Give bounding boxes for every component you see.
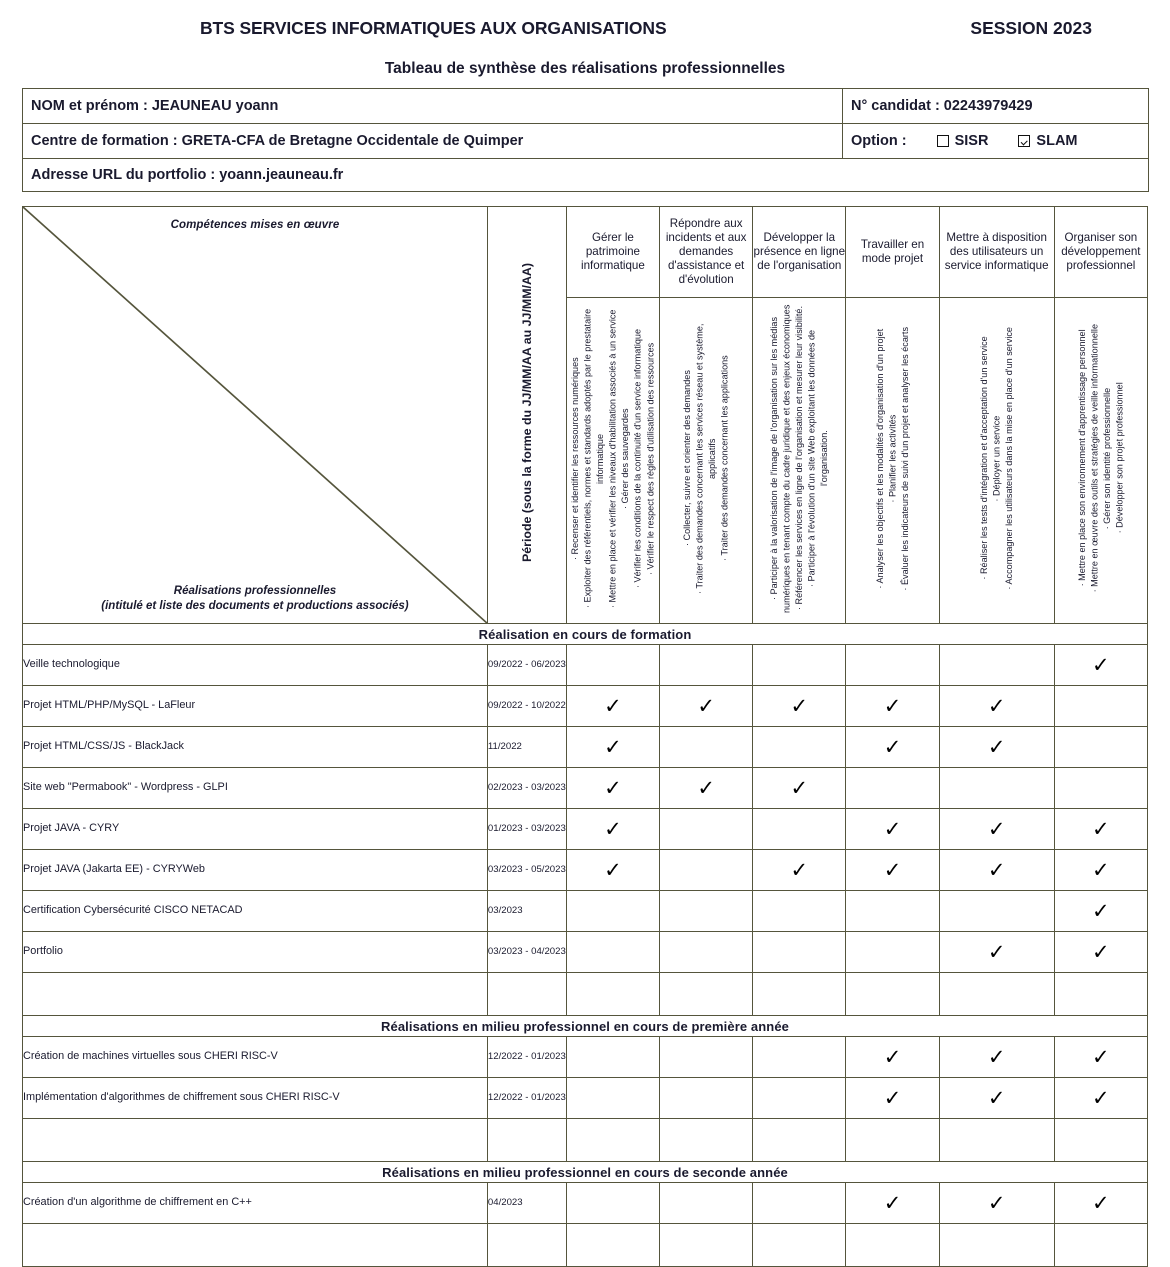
check-mark-icon: ✓ <box>604 694 622 718</box>
competency-cell-5[interactable] <box>1054 809 1147 850</box>
check-mark-icon: ✓ <box>987 735 1006 759</box>
competency-cell-5[interactable] <box>1054 973 1147 1016</box>
competency-cell-5[interactable] <box>1054 645 1147 686</box>
realisation-period <box>487 1224 566 1267</box>
realisation-title: Implémentation d'algorithmes de chiffrement sous CHERI RISC-V <box>23 1078 488 1119</box>
check-mark-icon: ✓ <box>1092 1045 1110 1069</box>
realisations-legend <box>23 584 487 613</box>
check-mark-icon: ✓ <box>604 735 622 759</box>
check-mark-icon: ✓ <box>883 1045 902 1069</box>
option-cell <box>843 124 1149 159</box>
competency-cell-2[interactable] <box>753 727 846 768</box>
competency-bullet: · Évaluer les indicateurs de suivi d'un projet et analyser les écarts <box>899 326 910 591</box>
competency-cell-3[interactable] <box>846 850 939 891</box>
competency-cell-1[interactable] <box>660 932 753 973</box>
competency-cell-0[interactable] <box>566 1078 659 1119</box>
competency-cell-0[interactable] <box>566 809 659 850</box>
competency-cell-4[interactable] <box>939 686 1054 727</box>
competency-bullet: · Traiter des demandes concernant les applications <box>719 355 730 562</box>
competency-cell-3[interactable] <box>846 1037 939 1078</box>
table-row <box>23 932 1148 973</box>
competency-cell-5[interactable] <box>1054 850 1147 891</box>
realisation-period: 12/2022 - 01/2023 <box>487 1037 566 1078</box>
competency-cell-0[interactable] <box>566 850 659 891</box>
competency-cell-4[interactable] <box>939 850 1054 891</box>
check-mark-icon: ✓ <box>1092 817 1110 841</box>
competency-bullets-0 <box>566 298 659 624</box>
realisations-legend-line2: (intitulé et liste des documents et productions associés) <box>101 599 409 612</box>
section-band-row <box>23 1016 1148 1037</box>
competency-cell-1[interactable] <box>660 973 753 1016</box>
competency-cell-3[interactable] <box>846 973 939 1016</box>
table-row <box>23 727 1148 768</box>
competency-cell-1[interactable] <box>660 850 753 891</box>
corner-legend-cell <box>23 207 488 624</box>
realisation-period <box>487 973 566 1016</box>
realisation-title: Création de machines virtuelles sous CHERI RISC-V <box>23 1037 488 1078</box>
competency-cell-4[interactable] <box>939 809 1054 850</box>
competency-cell-1[interactable] <box>660 686 753 727</box>
synthesis-table <box>22 206 1148 1267</box>
competency-cell-5[interactable] <box>1054 1119 1147 1162</box>
competency-bullets-1 <box>660 298 753 624</box>
competency-cell-4[interactable] <box>939 1037 1054 1078</box>
check-mark-icon: ✓ <box>883 694 902 718</box>
check-mark-icon: ✓ <box>883 735 902 759</box>
identity-row-url <box>23 159 1149 192</box>
competency-bullet: · Mettre en place son environnement d'apprentissage personnel <box>1076 329 1087 588</box>
competency-header-1: Répondre aux incidents et aux demandes d'assistance et d'évolution <box>660 207 753 298</box>
realisation-title: Projet JAVA - CYRY <box>23 809 488 850</box>
competency-cell-1[interactable] <box>660 809 753 850</box>
realisations-legend-line1: Réalisations professionnelles <box>173 585 337 598</box>
competency-header-0: Gérer le patrimoine informatique <box>566 207 659 298</box>
identity-row-center <box>23 124 1149 159</box>
check-mark-icon: ✓ <box>1092 899 1110 923</box>
check-mark-icon: ✓ <box>790 776 809 800</box>
table-row <box>23 850 1148 891</box>
realisation-period: 03/2023 - 04/2023 <box>487 932 566 973</box>
realisation-title <box>23 1119 488 1162</box>
check-mark-icon: ✓ <box>883 858 902 882</box>
checkbox-slam-icon[interactable] <box>1018 135 1030 147</box>
document-header <box>0 18 1170 39</box>
check-mark-icon: ✓ <box>987 1191 1006 1215</box>
competency-cell-4[interactable] <box>939 768 1054 809</box>
training-center-cell: Centre de formation : GRETA-CFA de Bretagne Occidentale de Quimper <box>23 124 843 159</box>
check-mark-icon: ✓ <box>1092 858 1110 882</box>
document-subtitle: Tableau de synthèse des réalisations professionnelles <box>384 60 786 77</box>
competency-cell-5[interactable] <box>1054 1183 1147 1224</box>
option-slam[interactable] <box>1018 133 1077 149</box>
realisation-title <box>23 1224 488 1267</box>
section-band-label: Réalisation en cours de formation <box>23 624 1148 645</box>
check-mark-icon: ✓ <box>604 817 622 841</box>
competency-bullet: · Mettre en œuvre des outils et stratégies de veille informationnelle <box>1089 324 1100 593</box>
competency-bullet: · Collecter, suivre et orienter des demandes <box>682 370 693 547</box>
competency-bullet: · Participer à la valorisation de l'image de l'organisation sur les médias numériques en tenant compte du cadre juridique et des enjeux économiques <box>768 304 792 613</box>
competency-cell-2[interactable] <box>753 809 846 850</box>
page-title: BTS SERVICES INFORMATIQUES AUX ORGANISATIONS <box>200 18 667 38</box>
option-slam-label: SLAM <box>1036 133 1078 149</box>
table-row <box>23 1037 1148 1078</box>
table-row <box>23 1078 1148 1119</box>
competency-header-4: Mettre à disposition des utilisateurs un service informatique <box>939 207 1054 298</box>
realisation-period: 01/2023 - 03/2023 <box>487 809 566 850</box>
realisation-title: Création d'un algorithme de chiffrement en C++ <box>23 1183 488 1224</box>
table-row <box>23 768 1148 809</box>
competency-cell-1[interactable] <box>660 1078 753 1119</box>
table-row <box>23 686 1148 727</box>
competency-cell-0[interactable] <box>566 727 659 768</box>
check-mark-icon: ✓ <box>697 776 715 800</box>
competency-cell-0[interactable] <box>566 686 659 727</box>
competency-cell-0[interactable] <box>566 1037 659 1078</box>
realisation-title: Veille technologique <box>23 645 488 686</box>
check-mark-icon: ✓ <box>1092 653 1110 677</box>
competency-cell-5[interactable] <box>1054 727 1147 768</box>
table-row <box>23 1224 1148 1267</box>
competency-cell-1[interactable] <box>660 1119 753 1162</box>
check-mark-icon: ✓ <box>883 817 902 841</box>
check-mark-icon: ✓ <box>1092 940 1110 964</box>
check-mark-icon: ✓ <box>883 1086 902 1110</box>
competency-bullets-3 <box>846 298 939 624</box>
competency-cell-3[interactable] <box>846 645 939 686</box>
table-row <box>23 891 1148 932</box>
realisation-title: Projet JAVA (Jakarta EE) - CYRYWeb <box>23 850 488 891</box>
period-column-header <box>487 207 566 624</box>
realisation-period: 03/2023 - 05/2023 <box>487 850 566 891</box>
section-band-row <box>23 1162 1148 1183</box>
competency-cell-0[interactable] <box>566 973 659 1016</box>
competency-cell-1[interactable] <box>660 768 753 809</box>
table-row <box>23 973 1148 1016</box>
diagonal-divider-icon <box>23 207 487 623</box>
competency-cell-1[interactable] <box>660 1183 753 1224</box>
competency-cell-2[interactable] <box>753 768 846 809</box>
section-band-row <box>23 624 1148 645</box>
competency-cell-0[interactable] <box>566 932 659 973</box>
competency-cell-3[interactable] <box>846 932 939 973</box>
competency-bullet: · Participer à l'évolution d'un site Web exploitant les données de l'organisation. <box>806 329 830 588</box>
competency-cell-2[interactable] <box>753 850 846 891</box>
competency-cell-4[interactable] <box>939 1183 1054 1224</box>
competency-header-2: Développer la présence en ligne de l'organisation <box>753 207 846 298</box>
competency-cell-1[interactable] <box>660 727 753 768</box>
competency-bullet: · Référencer les services en ligne de l'organisation et mesurer leur visibilité. <box>794 306 805 611</box>
option-label: Option : <box>851 133 907 149</box>
competency-bullet: · Vérifier le respect des règles d'utilisation des ressources <box>645 342 656 575</box>
competency-cell-3[interactable] <box>846 768 939 809</box>
check-mark-icon: ✓ <box>697 694 715 718</box>
competency-cell-2[interactable] <box>753 1037 846 1078</box>
competency-cell-2[interactable] <box>753 1119 846 1162</box>
competency-bullet: · Vérifier les conditions de la continuité d'un service informatique <box>632 328 643 589</box>
realisation-period: 03/2023 <box>487 891 566 932</box>
check-mark-icon: ✓ <box>1092 1086 1110 1110</box>
realisation-title: Site web "Permabook" - Wordpress - GLPI <box>23 768 488 809</box>
session-label: SESSION 2023 <box>970 18 1092 38</box>
competency-cell-1[interactable] <box>660 1224 753 1267</box>
section-band-label: Réalisations en milieu professionnel en cours de première année <box>23 1016 1148 1037</box>
competency-bullet: · Planifier les activités <box>887 414 898 503</box>
competency-bullet: · Accompagner les utilisateurs dans la mise en place d'un service <box>1003 327 1014 590</box>
competency-cell-4[interactable] <box>939 891 1054 932</box>
check-mark-icon: ✓ <box>987 1086 1006 1110</box>
realisation-period <box>487 1119 566 1162</box>
competency-cell-4[interactable] <box>939 1078 1054 1119</box>
competences-legend: Compétences mises en œuvre <box>170 219 340 231</box>
competency-cell-5[interactable] <box>1054 1078 1147 1119</box>
competency-cell-0[interactable] <box>566 645 659 686</box>
table-row <box>23 809 1148 850</box>
period-column-header-text: Période (sous la forme du JJ/MM/AA au JJ/MM/AA) <box>519 262 534 563</box>
competency-bullet: · Gérer son identité professionnelle <box>1101 387 1112 530</box>
check-mark-icon: ✓ <box>790 858 809 882</box>
competency-cell-2[interactable] <box>753 891 846 932</box>
competency-cell-1[interactable] <box>660 891 753 932</box>
competency-bullet: · Déployer un service <box>991 415 1002 502</box>
competency-cell-4[interactable] <box>939 1119 1054 1162</box>
table-row <box>23 1183 1148 1224</box>
competency-bullets-2 <box>753 298 846 624</box>
competency-cell-0[interactable] <box>566 891 659 932</box>
candidate-name-cell: NOM et prénom : JEAUNEAU yoann <box>23 89 843 124</box>
competency-cell-3[interactable] <box>846 1119 939 1162</box>
identity-table <box>22 88 1149 192</box>
competency-cell-0[interactable] <box>566 768 659 809</box>
realisation-period: 04/2023 <box>487 1183 566 1224</box>
competency-cell-5[interactable] <box>1054 932 1147 973</box>
check-mark-icon: ✓ <box>987 694 1006 718</box>
section-band-label: Réalisations en milieu professionnel en cours de seconde année <box>23 1162 1148 1183</box>
competency-cell-3[interactable] <box>846 1078 939 1119</box>
competency-bullet: · Traiter des demandes concernant les services réseau et système, applicatifs <box>694 323 718 594</box>
competency-cell-0[interactable] <box>566 1119 659 1162</box>
competency-cell-5[interactable] <box>1054 768 1147 809</box>
competency-cell-4[interactable] <box>939 645 1054 686</box>
check-mark-icon: ✓ <box>987 1045 1006 1069</box>
competency-cell-5[interactable] <box>1054 686 1147 727</box>
competency-cell-4[interactable] <box>939 932 1054 973</box>
competency-cell-2[interactable] <box>753 1078 846 1119</box>
competency-cell-3[interactable] <box>846 891 939 932</box>
check-mark-icon: ✓ <box>790 694 809 718</box>
check-mark-icon: ✓ <box>1092 1191 1110 1215</box>
competency-header-3: Travailler en mode projet <box>846 207 939 298</box>
competency-bullet: · Développer son projet professionnel <box>1114 382 1125 535</box>
realisation-title: Portfolio <box>23 932 488 973</box>
competency-bullets-4 <box>939 298 1054 624</box>
competency-cell-3[interactable] <box>846 1224 939 1267</box>
competency-bullets-5 <box>1054 298 1147 624</box>
realisation-period: 02/2023 - 03/2023 <box>487 768 566 809</box>
identity-row-name <box>23 89 1149 124</box>
competency-bullet: · Gérer des sauvegardes <box>620 408 631 509</box>
competency-bullet: · Exploiter des référentiels, normes et standards adoptés par le prestataire informatique <box>582 308 606 609</box>
competency-bullet: · Mettre en place et vérifier les niveaux d'habilitation associés à un service <box>607 309 618 608</box>
competency-cell-2[interactable] <box>753 645 846 686</box>
checkbox-sisr-icon[interactable] <box>937 135 949 147</box>
realisation-period: 09/2022 - 10/2022 <box>487 686 566 727</box>
competency-cell-4[interactable] <box>939 727 1054 768</box>
competency-bullet: · Analyser les objectifs et les modalités d'organisation d'un projet <box>874 328 885 589</box>
realisation-title <box>23 973 488 1016</box>
table-row <box>23 1119 1148 1162</box>
competency-bullet: · Réaliser les tests d'intégration et d'acceptation d'un service <box>978 336 989 581</box>
competency-cell-1[interactable] <box>660 1037 753 1078</box>
table-row <box>23 645 1148 686</box>
competency-cell-3[interactable] <box>846 809 939 850</box>
competency-cell-4[interactable] <box>939 973 1054 1016</box>
competency-bullet: · Recenser et identifier les ressources numériques <box>570 357 581 560</box>
competency-cell-5[interactable] <box>1054 891 1147 932</box>
realisation-period: 12/2022 - 01/2023 <box>487 1078 566 1119</box>
competency-cell-0[interactable] <box>566 1183 659 1224</box>
realisation-period: 11/2022 <box>487 727 566 768</box>
competency-cell-5[interactable] <box>1054 1037 1147 1078</box>
competency-cell-2[interactable] <box>753 932 846 973</box>
option-sisr-label: SISR <box>954 133 989 149</box>
realisation-title: Projet HTML/PHP/MySQL - LaFleur <box>23 686 488 727</box>
competency-cell-2[interactable] <box>753 973 846 1016</box>
competency-cell-2[interactable] <box>753 1224 846 1267</box>
option-sisr[interactable] <box>937 133 989 149</box>
competency-cell-5[interactable] <box>1054 1224 1147 1267</box>
check-mark-icon: ✓ <box>883 1191 902 1215</box>
portfolio-url-cell: Adresse URL du portfolio : yoann.jeauneau.fr <box>23 159 1149 192</box>
competency-cell-3[interactable] <box>846 1183 939 1224</box>
check-mark-icon: ✓ <box>604 858 622 882</box>
competency-cell-2[interactable] <box>753 1183 846 1224</box>
competency-cell-0[interactable] <box>566 1224 659 1267</box>
competency-cell-2[interactable] <box>753 686 846 727</box>
check-mark-icon: ✓ <box>987 940 1006 964</box>
realisation-title: Projet HTML/CSS/JS - BlackJack <box>23 727 488 768</box>
check-mark-icon: ✓ <box>987 817 1006 841</box>
check-mark-icon: ✓ <box>987 858 1006 882</box>
header-row-titles <box>23 207 1148 298</box>
competency-cell-3[interactable] <box>846 686 939 727</box>
realisation-period: 09/2022 - 06/2023 <box>487 645 566 686</box>
check-mark-icon: ✓ <box>604 776 622 800</box>
candidate-number-cell: N° candidat : 02243979429 <box>843 89 1149 124</box>
competency-cell-4[interactable] <box>939 1224 1054 1267</box>
competency-header-5: Organiser son développement professionnel <box>1054 207 1147 298</box>
realisation-title: Certification Cybersécurité CISCO NETACAD <box>23 891 488 932</box>
competency-cell-3[interactable] <box>846 727 939 768</box>
competency-cell-1[interactable] <box>660 645 753 686</box>
